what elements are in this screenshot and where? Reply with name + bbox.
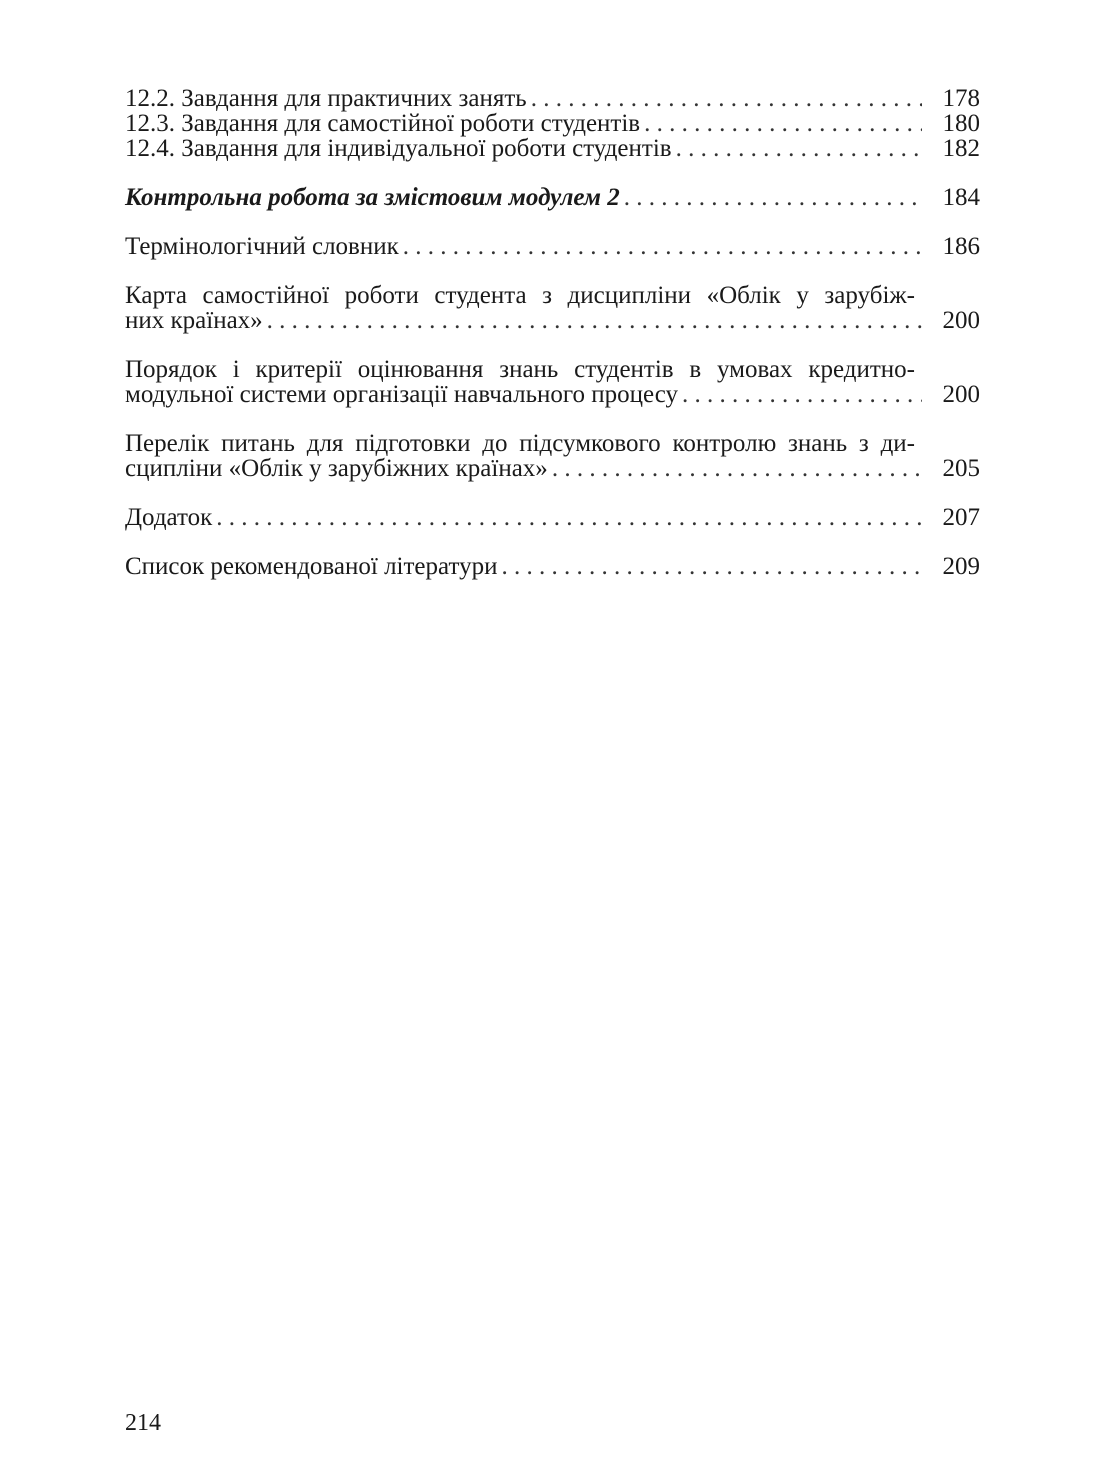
toc-entry-page: 182 xyxy=(942,135,980,162)
page-number: 214 xyxy=(125,1410,161,1436)
dot-leader xyxy=(548,456,922,481)
toc-entry-page: 178 xyxy=(942,85,980,112)
dot-leader xyxy=(263,308,922,333)
toc-entry-assessment-criteria xyxy=(125,357,980,407)
toc-entry-title: 12.4. Завдання для індивідуальної роботи студентів xyxy=(125,135,672,162)
toc-entry-title-line2: модульної системи організації навчального процесу xyxy=(125,381,678,408)
toc-entry-independent-work-map xyxy=(125,283,980,333)
dot-leader xyxy=(640,111,922,136)
toc-entry-exam-questions xyxy=(125,431,980,481)
toc-entry-references xyxy=(125,554,980,579)
toc-entry-title-line2: них країнах» xyxy=(125,307,263,334)
toc-entry-12-2 xyxy=(125,86,980,111)
toc-entry-title: Додаток xyxy=(125,504,213,531)
dot-leader xyxy=(497,554,922,579)
dot-leader xyxy=(620,185,922,210)
toc-entry-title: 12.2. Завдання для практичних занять xyxy=(125,85,527,112)
toc-entry-title-line1: Порядок і критерії оцінювання знань студентів в умовах кредитно- xyxy=(125,356,915,383)
dot-leader xyxy=(672,136,922,161)
toc-entry-title: Контрольна робота за змістовим модулем 2 xyxy=(125,184,620,211)
toc-entry-page: 209 xyxy=(942,553,980,580)
toc-entry-title-line1: Перелік питань для підготовки до підсумкового контролю знань з ди- xyxy=(125,430,915,457)
dot-leader xyxy=(399,234,922,259)
toc-entry-page: 200 xyxy=(942,307,980,334)
toc-entry-title-line2: сципліни «Облік у зарубіжних країнах» xyxy=(125,455,548,482)
toc-entry-page: 207 xyxy=(942,504,980,531)
toc-entry-title: Термінологічний словник xyxy=(125,233,399,260)
dot-leader xyxy=(212,505,922,530)
toc-entry-page: 184 xyxy=(942,184,980,211)
toc-entry-page: 180 xyxy=(942,110,980,137)
dot-leader xyxy=(527,86,922,111)
toc-entry-12-4 xyxy=(125,136,980,161)
toc-entry-page: 200 xyxy=(942,381,980,408)
toc-entry-title: Список рекомендованої літератури xyxy=(125,553,498,580)
toc-entry-appendix xyxy=(125,505,980,530)
toc-entry-title: 12.3. Завдання для самостійної роботи студентів xyxy=(125,110,641,137)
dot-leader xyxy=(678,382,922,407)
toc-entry-glossary xyxy=(125,234,980,259)
toc-entry-title-line1: Карта самостійної роботи студента з дисципліни «Облік у зарубіж- xyxy=(125,282,915,309)
toc-entry-page: 186 xyxy=(942,233,980,260)
toc-entry-control-work xyxy=(125,185,980,210)
table-of-contents xyxy=(125,86,980,579)
toc-entry-page: 205 xyxy=(942,455,980,482)
toc-entry-12-3 xyxy=(125,111,980,136)
